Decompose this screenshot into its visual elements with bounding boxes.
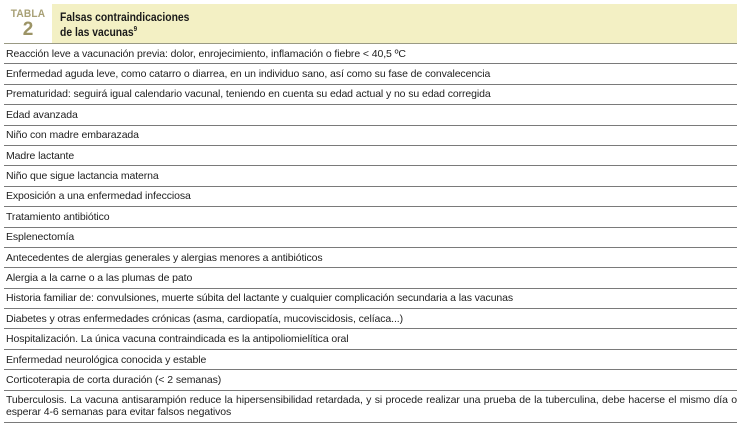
table-title-line2: de las vacunas$^9$ bbox=[60, 26, 138, 39]
table-row-text: Enfermedad neurológica conocida y estable bbox=[6, 353, 207, 366]
table-row-text: Niño que sigue lactancia materna bbox=[6, 170, 159, 183]
table-row-text: Alergia a la carne o a las plumas de pato bbox=[6, 271, 193, 284]
table-row-text: Corticoterapia de corta duración (< 2 semanas) bbox=[6, 373, 222, 386]
table-row-text: Madre lactante bbox=[6, 149, 75, 162]
table-row bbox=[4, 146, 737, 166]
table-row-text: Edad avanzada bbox=[6, 108, 78, 121]
table-row bbox=[4, 187, 737, 207]
table-row bbox=[4, 207, 737, 227]
table-row-text: Tuberculosis. La vacuna antisarampión reduce la hipersensibilidad retardada, y si procede realizar una prueba de la tuberculina, debe hacerse el mismo día o esperar 4-6 semanas para evitar falsos negativos bbox=[6, 393, 737, 418]
table-row-text: Diabetes y otras enfermedades crónicas (asma, cardiopatía, mucoviscidosis, celíaca...) bbox=[6, 312, 403, 325]
table-row-text: Niño con madre embarazada bbox=[6, 129, 139, 142]
contraindications-table bbox=[4, 4, 737, 423]
table-row bbox=[4, 126, 737, 146]
table-rows bbox=[4, 44, 737, 423]
table-row bbox=[4, 85, 737, 105]
table-row-text: Hospitalización. La única vacuna contraindicada es la antipoliomielítica oral bbox=[6, 333, 349, 346]
table-row-text: Antecedentes de alergias generales y alergias menores a antibióticos bbox=[6, 251, 323, 264]
table-row bbox=[4, 44, 737, 64]
table-row bbox=[4, 166, 737, 186]
table-title-box bbox=[52, 4, 737, 43]
table-number: 2 bbox=[22, 19, 34, 40]
table-row-text: Prematuridad: seguirá igual calendario vacunal, teniendo en cuenta su edad actual y no su edad corregida bbox=[6, 88, 491, 101]
table-row bbox=[4, 64, 737, 84]
table-row-text: Enfermedad aguda leve, como catarro o diarrea, en un individuo sano, así como su fase de convalecencia bbox=[6, 68, 491, 81]
table-label-word: TABLA bbox=[10, 8, 46, 20]
table-row-text: Tratamiento antibiótico bbox=[6, 210, 110, 223]
table-row bbox=[4, 248, 737, 268]
table-row bbox=[4, 329, 737, 349]
title-reference: 9 bbox=[133, 26, 138, 33]
table-row-text: Reacción leve a vacunación previa: dolor, enrojecimiento, inflamación o fiebre < 40,5 ºC bbox=[6, 47, 406, 60]
table-label bbox=[4, 4, 52, 43]
table-row-text: Exposición a una enfermedad infecciosa bbox=[6, 190, 191, 203]
table-row bbox=[4, 105, 737, 125]
table-row bbox=[4, 309, 737, 329]
table-header bbox=[4, 4, 737, 44]
table-row bbox=[4, 350, 737, 370]
table-row-text: Esplenectomía bbox=[6, 231, 75, 244]
table-row bbox=[4, 370, 737, 390]
table-row bbox=[4, 228, 737, 248]
table-title-line1: Falsas contraindicaciones bbox=[60, 12, 190, 24]
table-title bbox=[60, 4, 218, 39]
table-row bbox=[4, 391, 737, 423]
table-row bbox=[4, 289, 737, 309]
table-row-text: Historia familiar de: convulsiones, muerte súbita del lactante y cualquier complicación secundaria a las vacunas bbox=[6, 292, 514, 305]
table-row bbox=[4, 268, 737, 288]
